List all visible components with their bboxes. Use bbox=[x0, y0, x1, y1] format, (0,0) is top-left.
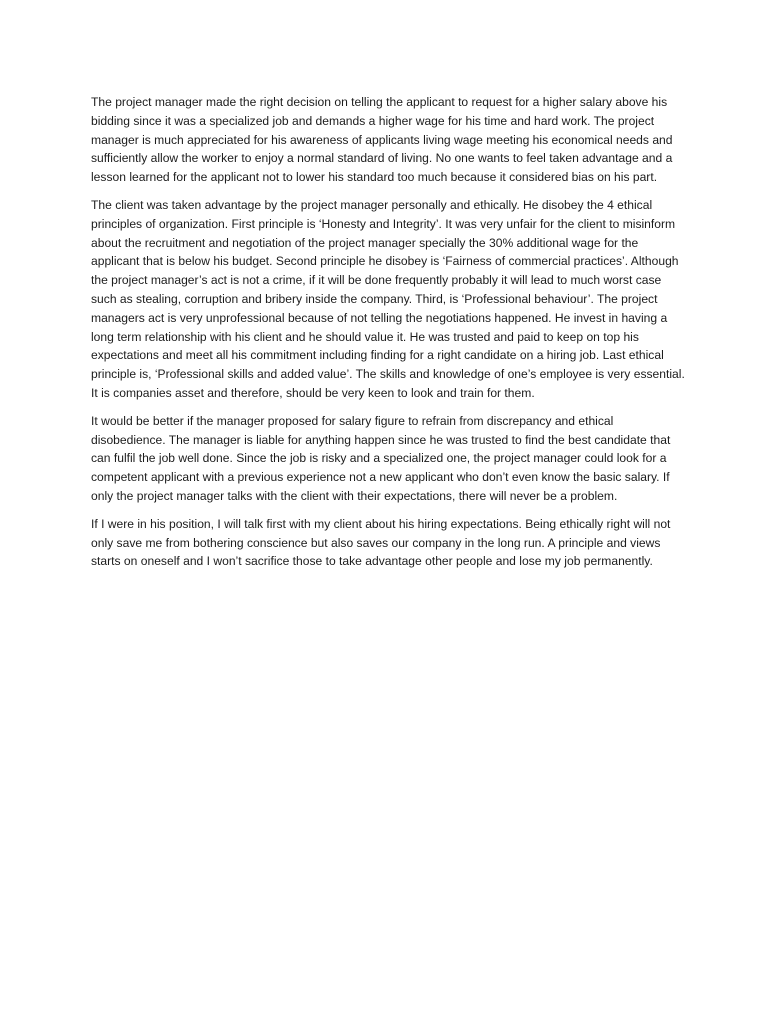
paragraph-2: The client was taken advantage by the project manager personally and ethically. He disobey the 4 ethical principles of organization. First principle is ‘Honesty and Integrity’. It was very unfair for the client to misinform about the recruitment and negotiation of the project manager specially the 30% additional wage for the applicant that is below his budget. Second principle he disobey is ‘Fairness of commercial practices’. Although the project manager’s act is not a crime, if it will be done frequently probably it will lead to much worst case such as stealing, corruption and bribery inside the company. Third, is ‘Professional behaviour’. The project managers act is very unprofessional because of not telling the negotiations happened. He invest in having a long term relationship with his client and he should value it. He was trusted and paid to keep on top his expectations and meet all his commitment including finding for a right candidate on a hiring job. Last ethical principle is, ‘Professional skills and added value’. The skills and knowledge of one’s employee is very essential. It is companies asset and therefore, should be very keen to look and train for them. bbox=[91, 197, 685, 400]
paragraph-4: If I were in his position, I will talk first with my client about his hiring expectations. Being ethically right will not only save me from bothering conscience but also saves our company in the long run. A principle and views starts on oneself and I won’t sacrifice those to take advantage other people and lose my job permanently. bbox=[91, 516, 671, 569]
paragraph-1: The project manager made the right decision on telling the applicant to request for a higher salary above his bidding since it was a specialized job and demands a higher wage for his time and hard work. The project manager is much appreciated for his awareness of applicants living wage meeting his economical needs and sufficiently allow the worker to enjoy a normal standard of living. No one wants to feel taken advantage and a lesson learned for the applicant not to lower his standard too much because it considered bias on his part. bbox=[91, 95, 673, 185]
paragraph-3: It would be better if the manager proposed for salary figure to refrain from discrepancy and ethical disobedience. The manager is liable for anything happen since he was trusted to find the best candidate that can fulfil the job well done. Since the job is risky and a specialized one, the project manager could look for a competent applicant with a previous experience not a new applicant who don’t even know the basic salary. If only the project manager talks with the client with their expectations, there will never be a problem. bbox=[91, 413, 671, 503]
document-body bbox=[91, 93, 689, 580]
